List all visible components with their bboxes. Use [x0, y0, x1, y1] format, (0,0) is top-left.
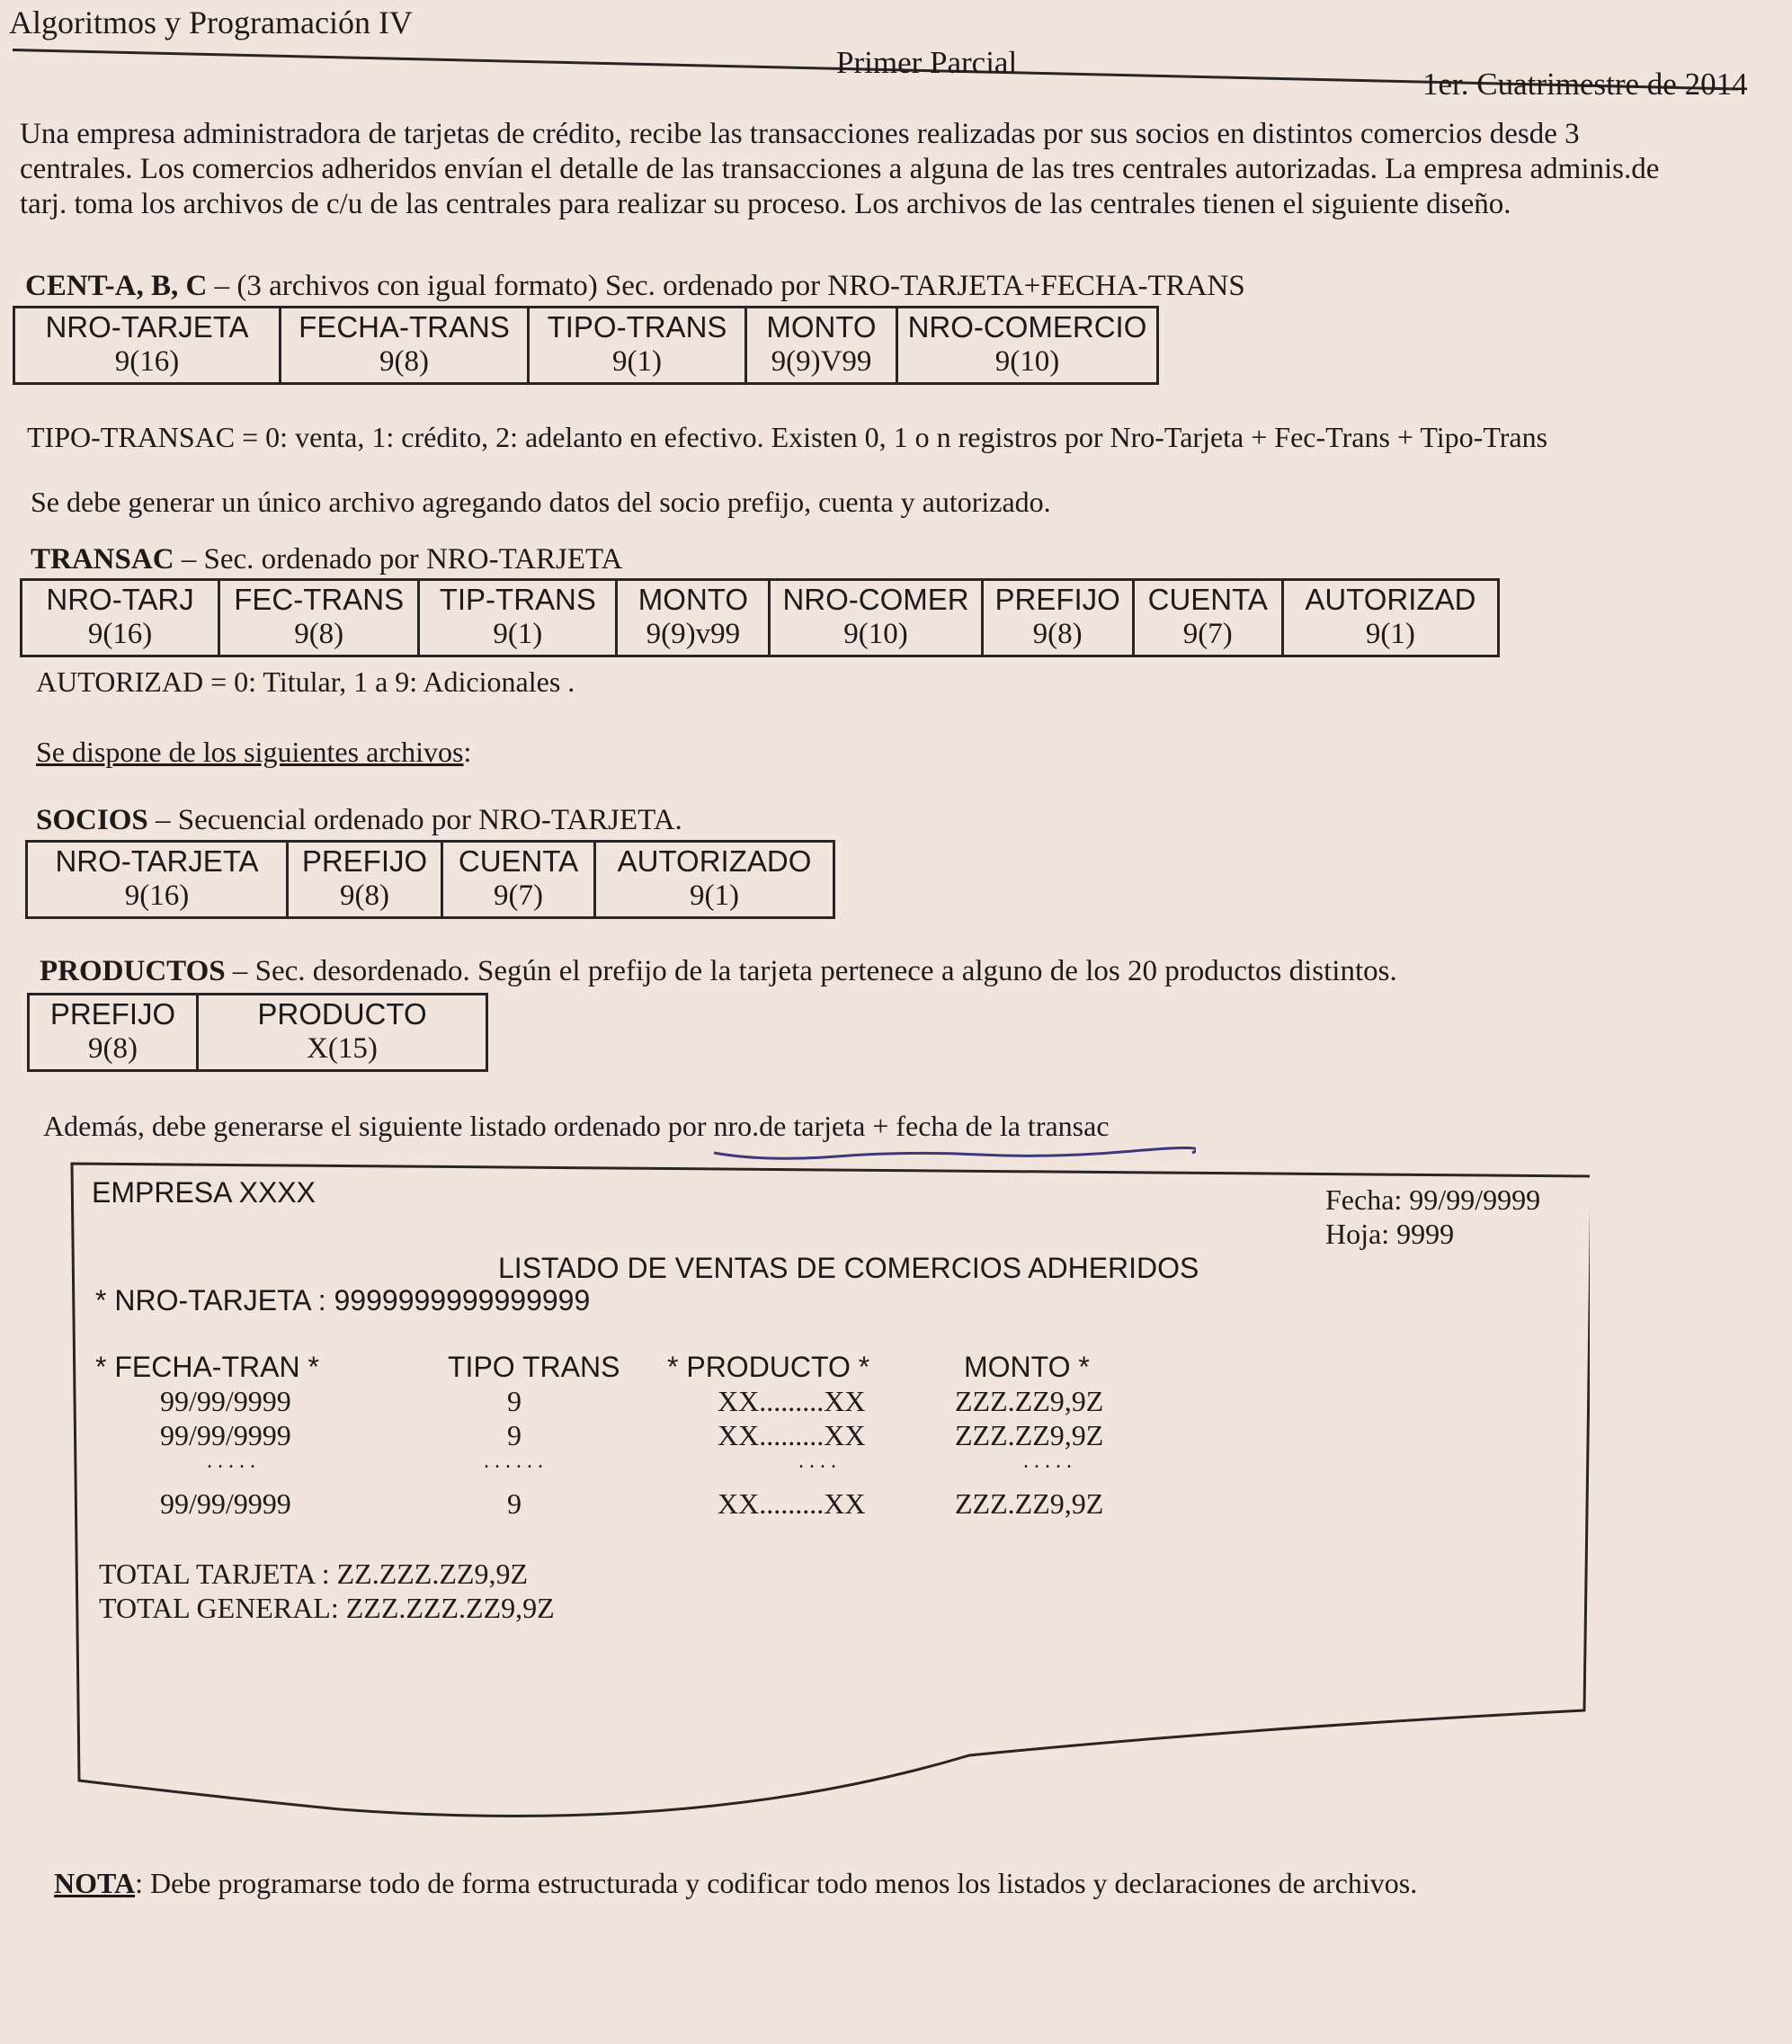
- available-files-heading: Se dispone de los siguientes archivos:: [36, 736, 472, 768]
- report-page: Hoja: 9999: [1325, 1218, 1455, 1250]
- report-col-producto: * PRODUCTO *: [667, 1351, 870, 1383]
- field-nro-comer: NRO-COMER 9(10): [770, 580, 982, 656]
- report-total-card: TOTAL TARJETA : ZZ.ZZZ.ZZ9,9Z: [99, 1558, 528, 1590]
- field-monto: MONTO 9(9)V99: [746, 308, 897, 384]
- transac-note: AUTORIZAD = 0: Titular, 1 a 9: Adicionales .: [36, 665, 575, 698]
- productos-name: PRODUCTOS: [40, 955, 226, 987]
- socios-heading: [36, 804, 682, 837]
- cent-record-layout: [13, 306, 1159, 385]
- field-tip-trans: TIP-TRANS 9(1): [419, 580, 617, 656]
- socios-name: SOCIOS: [36, 804, 148, 836]
- nota-text: : Debe programarse todo de forma estructurada y codificar todo menos los listados y declaraciones de archivos.: [135, 1867, 1418, 1899]
- field-monto: MONTO 9(9)v99: [617, 580, 770, 656]
- transac-desc: – Sec. ordenado por NRO-TARJETA: [174, 543, 623, 576]
- field-nro-tarjeta: NRO-TARJETA 9(16): [45, 310, 249, 378]
- field-tipo-trans: TIPO-TRANS 9(1): [529, 308, 746, 384]
- transac-record-layout: [20, 578, 1500, 657]
- intro-line: Una empresa administradora de tarjetas de crédito, recibe las transacciones realizadas por sus socios en distintos comercios desde 3: [20, 118, 1580, 150]
- field-nro-comercio: NRO-COMERCIO 9(10): [897, 308, 1158, 384]
- transac-heading: [31, 543, 622, 576]
- field-fecha-trans: FECHA-TRANS 9(8): [281, 308, 529, 384]
- listing-intro: Además, debe generarse el siguiente listado ordenado por nro.de tarjeta + fecha de la transac: [43, 1110, 1110, 1142]
- cent-desc: – (3 archivos con igual formato) Sec. ordenado por NRO-TARJETA+FECHA-TRANS: [207, 270, 1245, 302]
- productos-heading: [40, 955, 1397, 988]
- handwritten-underlined-text: por nro.de tarjeta + fecha de la transac: [667, 1110, 1110, 1142]
- field-cuenta: CUENTA 9(7): [442, 842, 595, 918]
- productos-desc: – Sec. desordenado. Según el prefijo de la tarjeta pertenece a alguno de los 20 productos distintos.: [225, 955, 1397, 987]
- nota-label: NOTA: [54, 1867, 136, 1899]
- socios-record-layout: [25, 840, 835, 919]
- field-prefijo: PREFIJO 9(8): [288, 842, 442, 918]
- term-label: 1er. Cuatrimestre de 2014: [1422, 67, 1748, 102]
- report-col-tipo: TIPO TRANS: [448, 1351, 620, 1383]
- intro-paragraph: [20, 117, 1659, 222]
- exam-title: Primer Parcial: [836, 45, 1018, 80]
- productos-record-layout: [27, 993, 488, 1072]
- socios-desc: – Secuencial ordenado por NRO-TARJETA.: [147, 804, 682, 836]
- field-autorizad: AUTORIZAD 9(1): [1282, 580, 1498, 656]
- field-prefijo: PREFIJO 9(8): [982, 580, 1133, 656]
- cent-heading: [25, 270, 1245, 303]
- report-card-line: * NRO-TARJETA : 9999999999999999: [95, 1284, 591, 1317]
- report-layout: EMPRESA XXXX Fecha: 99/99/9999 Hoja: 9999 LISTADO DE VENTAS DE COMERCIOS ADHERIDOS * NRO-TARJETA : 9999999999999999 * FECHA-TRAN * TIPO TRANS * PRODUCTO * MONTO * 99/99/9999 9 XX.........XX ZZZ.ZZ9,9Z 99/99/9999 9 XX.........XX ZZZ.ZZ9,9Z . . . . . . . . . . . . . . . . . . . . 99/99/9999 9 XX.........XX ZZZ.ZZ9,9Z TOTAL TARJETA : ZZ.ZZZ.ZZ9,9Z TOTAL GENERAL: ZZZ.ZZZ.ZZ9,9Z: [70, 1162, 1590, 1845]
- field-producto: PRODUCTO X(15): [198, 995, 487, 1071]
- course-title: Algoritmos y Programación IV: [9, 4, 413, 40]
- generate-text: Se debe generar un único archivo agregando datos del socio prefijo, cuenta y autorizado.: [31, 486, 1051, 518]
- handwritten-underline: [710, 1144, 1196, 1164]
- report-date: Fecha: 99/99/9999: [1325, 1183, 1541, 1216]
- report-title: LISTADO DE VENTAS DE COMERCIOS ADHERIDOS: [498, 1252, 1199, 1284]
- intro-line: centrales. Los comercios adheridos envían el detalle de las transacciones a alguna de las tres centrales autorizadas. La empresa adminis.de: [20, 153, 1660, 185]
- transac-name: TRANSAC: [31, 543, 174, 576]
- field-autorizado: AUTORIZADO 9(1): [595, 842, 834, 918]
- intro-line: tarj. toma los archivos de c/u de las centrales para realizar su proceso. Los archivos de las centrales tienen el siguiente diseño.: [20, 188, 1511, 220]
- field-nro-tarjeta: NRO-TARJETA 9(16): [55, 844, 259, 912]
- report-total-general: TOTAL GENERAL: ZZZ.ZZZ.ZZ9,9Z: [99, 1592, 555, 1624]
- field-cuenta: CUENTA 9(7): [1133, 580, 1282, 656]
- nota-line: [54, 1867, 1417, 1900]
- field-nro-tarj: NRO-TARJ 9(16): [46, 583, 194, 650]
- report-col-fecha: * FECHA-TRAN *: [95, 1351, 319, 1383]
- report-col-monto: MONTO *: [964, 1351, 1090, 1383]
- cent-note: TIPO-TRANSAC = 0: venta, 1: crédito, 2: adelanto en efectivo. Existen 0, 1 o n registros por Nro-Tarjeta + Fec-Trans + Tipo-Trans: [27, 421, 1548, 453]
- report-company: EMPRESA XXXX: [92, 1176, 316, 1209]
- field-prefijo: PREFIJO 9(8): [49, 997, 176, 1065]
- field-fec-trans: FEC-TRANS 9(8): [219, 580, 419, 656]
- cent-name: CENT-A, B, C: [25, 270, 208, 302]
